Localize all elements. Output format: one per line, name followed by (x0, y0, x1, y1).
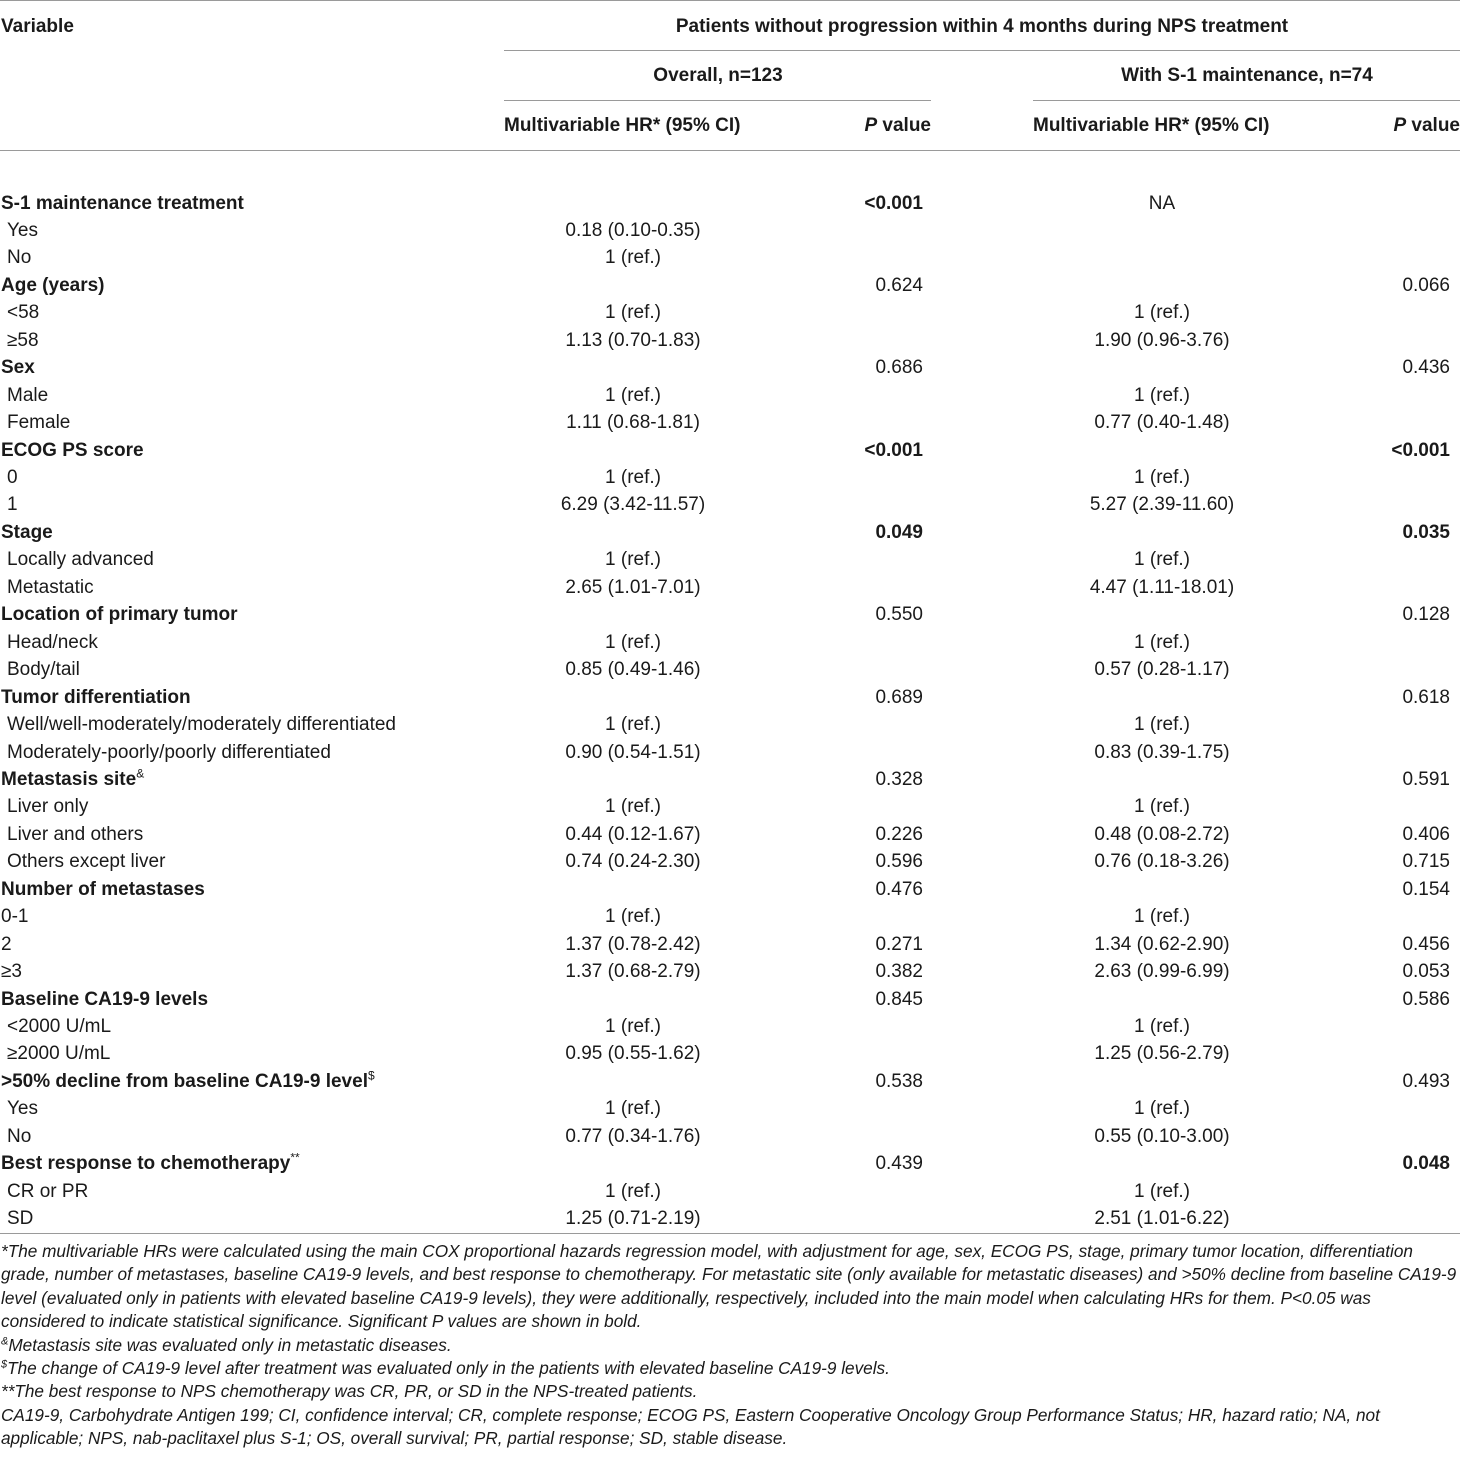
hr-maintenance-cell: 1 (ref.) (1134, 906, 1190, 928)
hr-overall-cell: 0.18 (0.10-0.35) (565, 219, 701, 241)
header-p-rest: value (1406, 115, 1460, 136)
table-top-rule (0, 0, 1460, 1)
p-maintenance-cell: <0.001 (1391, 439, 1450, 461)
p-maintenance-cell: 0.586 (1402, 988, 1450, 1010)
hr-overall-cell: 1 (ref.) (605, 467, 661, 488)
p-maintenance-cell: 0.618 (1402, 686, 1450, 708)
hr-overall-cell: 1.13 (0.70-1.83) (565, 329, 701, 351)
variable-cell: Number of metastases (1, 878, 205, 900)
p-maintenance-cell: 0.406 (1402, 823, 1450, 845)
table-row (0, 327, 1460, 354)
hr-maintenance-cell: 1 (ref.) (1134, 302, 1190, 324)
variable-cell: 2 (1, 933, 12, 955)
variable-cell: Sex (1, 357, 35, 379)
header-p-italic: P (1393, 115, 1407, 136)
hr-overall-cell: 1 (ref.) (605, 1098, 661, 1120)
variable-cell: Locally advanced (7, 549, 154, 571)
table-row (0, 382, 1460, 409)
variable-cell: Location of primary tumor (1, 604, 238, 626)
footnote-marker: & (1, 1335, 9, 1348)
p-maintenance-cell: 0.715 (1402, 851, 1450, 873)
footnote-marker: ** (290, 1150, 300, 1165)
variable-cell: 0 (7, 467, 18, 488)
table-row (0, 739, 1460, 766)
p-overall-cell: 0.049 (875, 521, 923, 543)
header-p-italic: P (864, 115, 878, 136)
table-row (0, 1013, 1460, 1040)
variable-cell: CR or PR (7, 1180, 89, 1202)
hr-maintenance-cell: 1 (ref.) (1134, 1016, 1190, 1037)
p-overall-cell: <0.001 (864, 192, 923, 214)
p-overall-cell: 0.382 (875, 961, 923, 983)
variable-cell: 1 (7, 494, 18, 516)
header-variable: Variable (1, 16, 74, 37)
variable-cell (1, 1068, 375, 1095)
table-row (0, 574, 1460, 601)
table-row (0, 272, 1460, 299)
p-overall-cell: 0.271 (875, 933, 923, 955)
table-row (0, 409, 1460, 436)
variable-cell: Liver and others (7, 823, 144, 845)
variable-cell: Female (7, 412, 71, 434)
p-overall-cell: 0.624 (875, 274, 923, 296)
table-row (0, 958, 1460, 985)
table-row (0, 1040, 1460, 1067)
hr-maintenance-cell: 1 (ref.) (1134, 796, 1190, 818)
hr-overall-cell: 6.29 (3.42-11.57) (560, 494, 706, 516)
table-row (0, 217, 1460, 244)
variable-cell: Liver only (7, 796, 89, 818)
p-overall-cell: 0.538 (875, 1070, 923, 1092)
footnote (1, 1334, 1457, 1357)
table-row (0, 190, 1460, 217)
variable-cell: <58 (7, 302, 40, 324)
hr-overall-cell: 0.95 (0.55-1.62) (565, 1043, 701, 1065)
hr-maintenance-cell: 0.83 (0.39-1.75) (1094, 741, 1230, 763)
variable-label: Metastasis site (1, 768, 137, 790)
hr-maintenance-cell: 1 (ref.) (1134, 384, 1190, 406)
p-overall-cell: 0.226 (875, 823, 923, 845)
hr-maintenance-cell: 0.57 (0.28-1.17) (1094, 659, 1230, 681)
span-header-rule (504, 50, 1460, 51)
hr-maintenance-cell: 1 (ref.) (1134, 1098, 1190, 1120)
variable-cell: ≥58 (7, 329, 39, 351)
variable-cell: ≥3 (1, 961, 22, 983)
table-row (0, 986, 1460, 1013)
p-overall-cell: <0.001 (864, 439, 923, 461)
hr-overall-cell: 1 (ref.) (605, 796, 661, 818)
header-span-title: Patients without progression within 4 months during NPS treatment (675, 16, 1289, 37)
hr-maintenance-cell: 1 (ref.) (1134, 714, 1190, 736)
table-row (0, 876, 1460, 903)
table-row (0, 848, 1460, 875)
variable-cell: Tumor differentiation (1, 686, 191, 708)
hr-overall-cell: 0.74 (0.24-2.30) (565, 851, 701, 873)
hr-overall-cell: 1 (ref.) (605, 631, 661, 653)
footnote (1, 1357, 1457, 1380)
header-group1-title: Overall, n=123 (653, 65, 783, 86)
hr-maintenance-cell: 1 (ref.) (1134, 467, 1190, 488)
table-row (0, 711, 1460, 738)
hr-maintenance-cell: 1.90 (0.96-3.76) (1094, 329, 1230, 351)
table-row (0, 546, 1460, 573)
hr-overall-cell: 0.85 (0.49-1.46) (565, 659, 701, 681)
table-row (0, 1068, 1460, 1095)
p-maintenance-cell: 0.128 (1402, 604, 1450, 626)
group1-header-rule (504, 100, 931, 101)
variable-cell: Male (7, 384, 49, 406)
table-row (0, 931, 1460, 958)
hr-maintenance-cell: 0.76 (0.18-3.26) (1094, 851, 1230, 873)
table-row (0, 601, 1460, 628)
variable-cell: Moderately-poorly/poorly differentiated (7, 741, 331, 763)
hr-maintenance-cell: 0.48 (0.08-2.72) (1094, 823, 1230, 845)
p-overall-cell: 0.476 (875, 878, 923, 900)
table-bottom-rule (0, 1233, 1460, 1234)
variable-cell: No (7, 1125, 32, 1147)
hr-overall-cell: 1 (ref.) (605, 906, 661, 928)
hr-overall-cell: 1.11 (0.68-1.81) (566, 412, 700, 434)
table-row (0, 629, 1460, 656)
hr-overall-cell: 1 (ref.) (605, 714, 661, 736)
table-row (0, 519, 1460, 546)
footnote (1, 1240, 1457, 1334)
footnote-marker: $ (1, 1358, 8, 1371)
footnote-marker: & (136, 766, 145, 781)
footnote-text: The change of CA19-9 level after treatment was evaluated only in the patients with elevated baseline CA19-9 levels. (7, 1358, 890, 1378)
p-overall-cell: 0.845 (875, 988, 923, 1010)
p-overall-cell: 0.439 (875, 1153, 923, 1175)
hr-maintenance-cell: NA (1148, 192, 1176, 214)
variable-label: >50% decline from baseline CA19-9 level (1, 1070, 368, 1092)
hr-overall-cell: 1 (ref.) (605, 247, 661, 269)
hr-overall-cell: 0.44 (0.12-1.67) (565, 823, 701, 845)
variable-cell: Stage (1, 521, 53, 543)
variable-cell: Well/well-moderately/moderately differentiated (7, 714, 396, 736)
hr-overall-cell: 1.25 (0.71-2.19) (565, 1208, 701, 1230)
variable-cell: Yes (7, 219, 38, 241)
hr-overall-cell: 1.37 (0.78-2.42) (565, 933, 701, 955)
hr-overall-cell: 1 (ref.) (605, 1016, 661, 1037)
header-p-maintenance (1393, 115, 1460, 137)
hr-maintenance-cell: 5.27 (2.39-11.60) (1089, 494, 1235, 516)
hr-overall-cell: 2.65 (1.01-7.01) (565, 576, 701, 598)
hr-maintenance-cell: 2.51 (1.01-6.22) (1094, 1208, 1230, 1230)
variable-cell: S-1 maintenance treatment (1, 192, 244, 214)
variable-cell: Age (years) (1, 274, 105, 296)
variable-cell: ≥2000 U/mL (7, 1043, 111, 1065)
hr-maintenance-cell: 1 (ref.) (1134, 549, 1190, 571)
table-row (0, 1178, 1460, 1205)
header-hr-maintenance: Multivariable HR* (95% CI) (1033, 115, 1270, 136)
variable-cell: ECOG PS score (1, 439, 144, 461)
table-row (0, 1150, 1460, 1177)
header-p-rest: value (877, 115, 931, 136)
table-row (0, 491, 1460, 518)
hr-overall-cell: 1 (ref.) (605, 384, 661, 406)
footnote-marker: $ (367, 1068, 375, 1083)
variable-cell: Body/tail (7, 659, 80, 681)
table-row (0, 903, 1460, 930)
variable-cell: Baseline CA19-9 levels (1, 988, 209, 1010)
footnote (1, 1380, 1457, 1403)
variable-cell: SD (7, 1208, 34, 1230)
hr-overall-cell: 1 (ref.) (605, 549, 661, 571)
p-overall-cell: 0.689 (875, 686, 923, 708)
header-group2-title: With S-1 maintenance, n=74 (1121, 65, 1373, 86)
variable-cell: 0-1 (1, 906, 29, 928)
variable-label: Best response to chemotherapy (1, 1153, 291, 1175)
table-row (0, 821, 1460, 848)
hr-maintenance-cell: 0.77 (0.40-1.48) (1094, 412, 1230, 434)
variable-cell: <2000 U/mL (7, 1016, 112, 1037)
variable-cell: Others except liver (7, 851, 166, 873)
variable-cell: Yes (7, 1098, 38, 1120)
header-bottom-rule (0, 150, 1460, 151)
table-row (0, 684, 1460, 711)
hr-maintenance-cell: 0.55 (0.10-3.00) (1094, 1125, 1230, 1147)
p-maintenance-cell: 0.066 (1402, 274, 1450, 296)
variable-cell: Metastatic (7, 576, 94, 598)
hr-maintenance-cell: 1 (ref.) (1134, 631, 1190, 653)
p-maintenance-cell: 0.053 (1402, 961, 1450, 983)
table-row (0, 766, 1460, 793)
hr-overall-cell: 0.90 (0.54-1.51) (565, 741, 701, 763)
hr-maintenance-cell: 2.63 (0.99-6.99) (1094, 961, 1230, 983)
hr-maintenance-cell: 1.34 (0.62-2.90) (1094, 933, 1230, 955)
p-maintenance-cell: 0.035 (1402, 521, 1450, 543)
table-row (0, 1095, 1460, 1122)
footnote (1, 1404, 1457, 1451)
table-row (0, 656, 1460, 683)
group2-header-rule (1033, 100, 1460, 101)
p-maintenance-cell: 0.154 (1402, 878, 1450, 900)
p-overall-cell: 0.596 (875, 851, 923, 873)
table-row (0, 1123, 1460, 1150)
hr-overall-cell: 1.37 (0.68-2.79) (565, 961, 701, 983)
table-row (0, 244, 1460, 271)
header-p-overall (864, 115, 931, 137)
hr-overall-cell: 1 (ref.) (605, 1180, 661, 1202)
footnote-text: CA19-9, Carbohydrate Antigen 199; CI, confidence interval; CR, complete response; ECOG PS, Eastern Cooperative Oncology Group Performance Status; HR, hazard ratio; NA, not applicable; NPS, nab-paclitaxel plus S-1; OS, overall survival; PR, partial response; SD, stable disease. (1, 1405, 1380, 1449)
footnote-text: **The best response to NPS chemotherapy was CR, PR, or SD in the NPS-treated patients. (1, 1381, 698, 1401)
footnote-text: *The multivariable HRs were calculated using the main COX proportional hazards regression model, with adjustment for age, sex, ECOG PS, stage, primary tumor location, differentiation grade, number of metastases, baseline CA19-9 levels, and best response to chemotherapy. For metastatic site (only available for metastatic diseases) and >50% decline from baseline CA19-9 level (evaluated only in patients with elevated baseline CA19-9 levels), they were additionally, respectively, included into the main model when calculating HRs for them. P<0.05 was considered to indicate statistical significance. Significant P values are shown in bold. (1, 1241, 1457, 1332)
hr-maintenance-cell: 4.47 (1.11-18.01) (1089, 576, 1235, 598)
variable-cell: No (7, 247, 32, 269)
header-hr-overall: Multivariable HR* (95% CI) (504, 115, 741, 136)
variable-cell (1, 766, 144, 793)
table-row (0, 1205, 1460, 1232)
table-row (0, 354, 1460, 381)
p-overall-cell: 0.328 (875, 768, 923, 790)
variable-cell (1, 1150, 300, 1177)
p-maintenance-cell: 0.436 (1402, 357, 1450, 379)
p-overall-cell: 0.550 (875, 604, 923, 626)
hr-maintenance-cell: 1.25 (0.56-2.79) (1094, 1043, 1230, 1065)
hr-overall-cell: 1 (ref.) (605, 302, 661, 324)
table-row (0, 793, 1460, 820)
p-maintenance-cell: 0.048 (1402, 1153, 1450, 1175)
footnote-text: Metastasis site was evaluated only in metastatic diseases. (8, 1335, 452, 1355)
p-maintenance-cell: 0.591 (1402, 768, 1450, 790)
table-row (0, 299, 1460, 326)
hr-maintenance-cell: 1 (ref.) (1134, 1180, 1190, 1202)
p-maintenance-cell: 0.493 (1402, 1070, 1450, 1092)
variable-cell: Head/neck (7, 631, 98, 653)
hr-overall-cell: 0.77 (0.34-1.76) (565, 1125, 701, 1147)
p-maintenance-cell: 0.456 (1402, 933, 1450, 955)
p-overall-cell: 0.686 (875, 357, 923, 379)
table-row (0, 437, 1460, 464)
table-row (0, 464, 1460, 491)
